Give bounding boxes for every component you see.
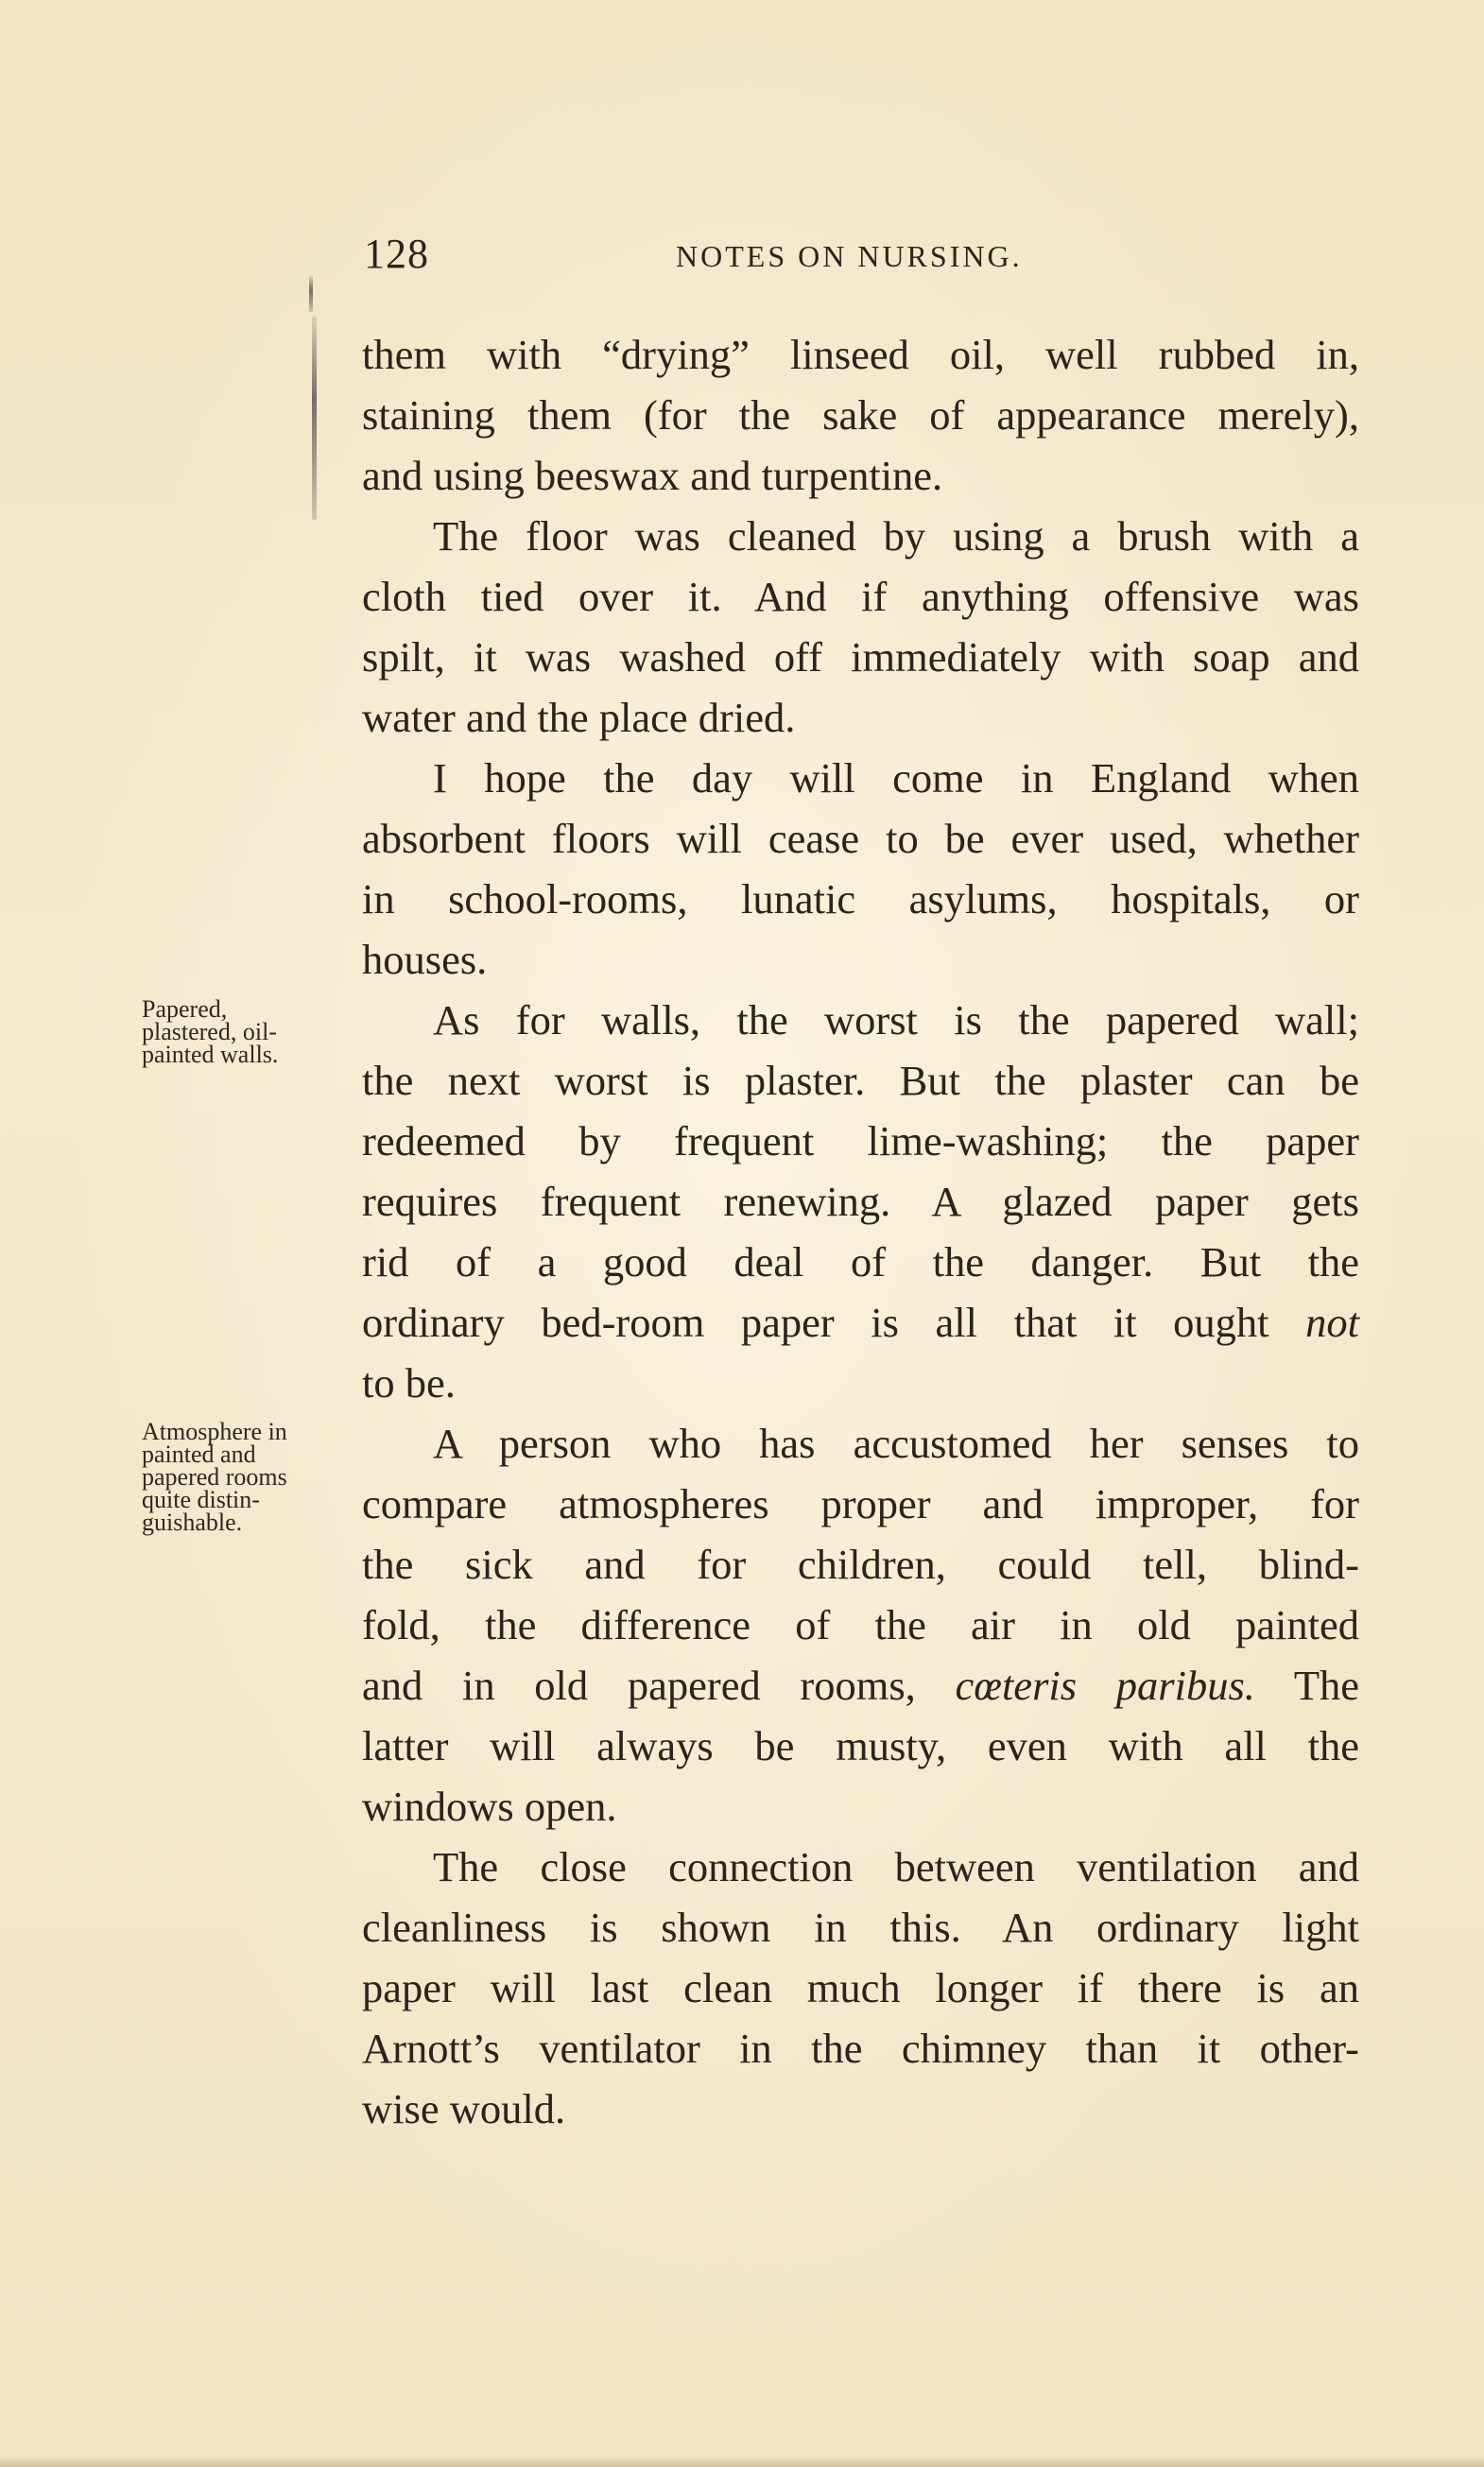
sidenote-atmosphere — [142, 1418, 354, 1536]
paragraph-absorbent-floors — [362, 748, 1359, 990]
text-line: cleanliness is shown in this. An ordinary light — [362, 1904, 1359, 1951]
text-line: fold, the difference of the air in old painted — [362, 1601, 1359, 1648]
sidenote-line: painted and — [142, 1441, 256, 1468]
body-text — [362, 324, 1359, 2139]
sidenote-line: Atmosphere in — [142, 1418, 287, 1445]
text-span: ordinary bed-room paper is all that it ought — [362, 1299, 1269, 1346]
paragraph-floor — [362, 506, 1359, 748]
text-line: wise would. — [362, 2085, 566, 2132]
text-line: staining them (for the sake of appearance merely), — [362, 391, 1359, 439]
text-line: windows open. — [362, 1783, 617, 1830]
paragraph-walls — [362, 990, 1359, 1413]
text-line: to be. — [362, 1359, 456, 1406]
pencil-margin-line — [312, 317, 317, 520]
sidenote-line: guishable. — [142, 1509, 243, 1536]
text-line: the sick and for children, could tell, blind- — [362, 1541, 1359, 1588]
paragraph-atmosphere — [362, 1413, 1359, 1837]
sidenote-line: plastered, oil- — [142, 1018, 277, 1045]
sidenote-papered-walls — [142, 995, 354, 1068]
running-head — [364, 230, 1361, 286]
text-line: and using beeswax and turpentine. — [362, 452, 943, 499]
sidenote-line: quite distin- — [142, 1486, 260, 1513]
text-line: The floor was cleaned by using a brush with a — [433, 512, 1359, 560]
page-number: 128 — [364, 231, 429, 277]
text-line: them with “drying” linseed oil, well rubbed in, — [362, 331, 1359, 378]
text-line: houses. — [362, 936, 488, 983]
text-span: and in old papered rooms, — [362, 1662, 916, 1709]
text-line: requires frequent renewing. A glazed paper gets — [362, 1178, 1359, 1225]
sidenote-line: Papered, — [142, 995, 228, 1023]
sidenote-line: painted walls. — [142, 1041, 279, 1068]
text-line: in school-rooms, lunatic asylums, hospitals, or — [362, 875, 1359, 923]
sidenote-line: papered rooms — [142, 1463, 287, 1491]
text-line — [362, 1655, 1359, 1716]
text-span: The — [1293, 1662, 1360, 1709]
text-line: latter will always be musty, even with all the — [362, 1722, 1359, 1769]
text-line: cloth tied over it. And if anything offensive was — [362, 573, 1359, 620]
text-line: I hope the day will come in England when — [433, 754, 1359, 802]
italic-phrase: cœteris paribus. — [955, 1662, 1255, 1709]
italic-word: not — [1305, 1299, 1359, 1346]
text-line: redeemed by frequent lime-washing; the paper — [362, 1117, 1359, 1164]
running-title: NOTES ON NURSING. — [676, 239, 1023, 273]
text-line: rid of a good deal of the danger. But the — [362, 1238, 1359, 1285]
text-line: water and the place dried. — [362, 694, 796, 741]
text-line: absorbent floors will cease to be ever used, whether — [362, 815, 1359, 862]
text-line: Arnott’s ventilator in the chimney than it other- — [362, 2025, 1359, 2072]
text-line: As for walls, the worst is the papered wall; — [433, 996, 1359, 1044]
page-bottom-edge — [0, 2456, 1484, 2467]
pencil-margin-mark — [309, 276, 313, 312]
text-line — [362, 1292, 1359, 1353]
text-line: The close connection between ventilation and — [433, 1843, 1359, 1890]
text-line: compare atmospheres proper and improper, for — [362, 1480, 1359, 1527]
text-line: A person who has accustomed her senses to — [433, 1420, 1359, 1467]
paragraph-ventilation — [362, 1837, 1359, 2139]
text-line: the next worst is plaster. But the plaster can be — [362, 1057, 1359, 1104]
text-line: spilt, it was washed off immediately with soap and — [362, 633, 1359, 681]
text-line: paper will last clean much longer if there is an — [362, 1964, 1359, 2011]
paragraph-oil — [362, 324, 1359, 506]
